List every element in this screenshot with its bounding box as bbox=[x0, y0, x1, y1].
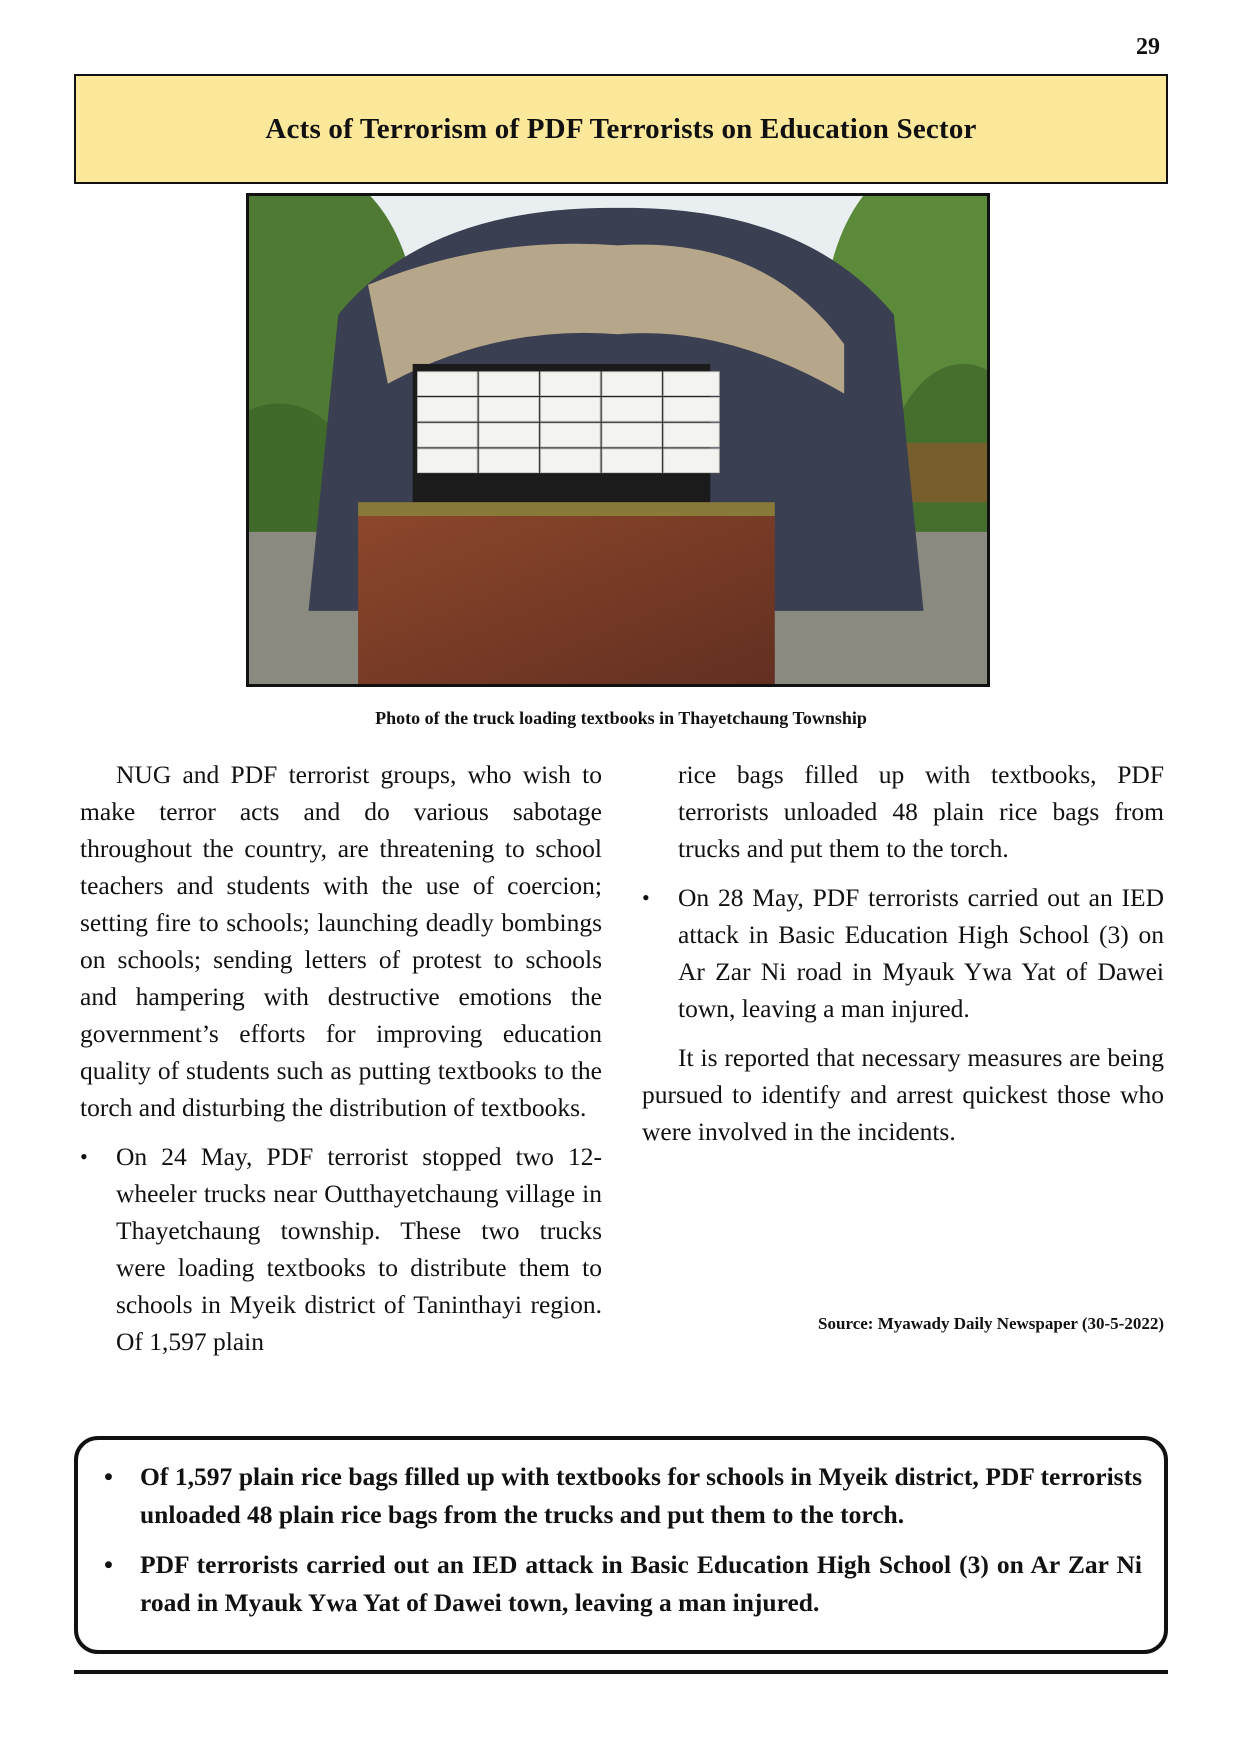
bullet-icon: • bbox=[104, 1462, 113, 1491]
bullet-icon: • bbox=[642, 885, 650, 910]
bullet-icon: • bbox=[104, 1550, 113, 1579]
bullet-text: On 28 May, PDF terrorists carried out an IED attack in Basic Education High School (3) on Ar Zar Ni road in Myauk Ywa Yat of Dawei town, leaving a man injured. bbox=[678, 883, 1164, 1023]
intro-paragraph: NUG and PDF terrorist groups, who wish to make terror acts and do various sabotage throughout the country, are threatening to school teachers and students with the use of coercion; setting fire to schools; launching deadly bombings on schools; sending letters of protest to schools and hampering with destructive emotions the government’s efforts for improving education quality of students such as putting textbooks to the torch and disturbing the distribution of textbooks. bbox=[80, 760, 602, 1122]
summary-text: Of 1,597 plain rice bags filled up with textbooks for schools in Myeik district, PDF terrorists unloaded 48 plain rice bags from the trucks and put them to the torch. bbox=[140, 1462, 1142, 1529]
bullet-continuation: rice bags filled up with textbooks, PDF terrorists unloaded 48 plain rice bags from trucks and put them to the torch. bbox=[678, 760, 1164, 863]
summary-item bbox=[100, 1546, 1142, 1622]
closing-paragraph: It is reported that necessary measures are being pursued to identify and arrest quickest those who were involved in the incidents. bbox=[642, 1043, 1164, 1146]
bullet-item-24-may bbox=[80, 1138, 602, 1360]
right-column bbox=[642, 756, 1164, 1162]
summary-item bbox=[100, 1458, 1142, 1534]
bullet-item-28-may bbox=[642, 879, 1164, 1027]
page-title: Acts of Terrorism of PDF Terrorists on Education Sector bbox=[265, 112, 977, 145]
page-number: 29 bbox=[1136, 34, 1160, 60]
summary-text: PDF terrorists carried out an IED attack in Basic Education High School (3) on Ar Zar Ni road in Myauk Ywa Yat of Dawei town, leaving a man injured. bbox=[140, 1550, 1142, 1617]
photo-caption: Photo of the truck loading textbooks in Thayetchaung Township bbox=[375, 708, 867, 728]
bullet-icon: • bbox=[80, 1144, 88, 1169]
title-banner bbox=[74, 74, 1168, 184]
summary-box bbox=[74, 1436, 1168, 1654]
truck-photo bbox=[246, 193, 990, 687]
source-credit: Source: Myawady Daily Newspaper (30-5-2022) bbox=[818, 1314, 1164, 1333]
bullet-text: On 24 May, PDF terrorist stopped two 12-wheeler trucks near Outthayetchaung village in Thayetchaung township. These two trucks were loading textbooks to distribute them to schools in Myeik district of Taninthayi region. Of 1,597 plain bbox=[116, 1142, 602, 1356]
left-column bbox=[80, 756, 602, 1372]
bottom-divider bbox=[74, 1670, 1168, 1674]
truck-photo-illustration bbox=[249, 196, 987, 684]
